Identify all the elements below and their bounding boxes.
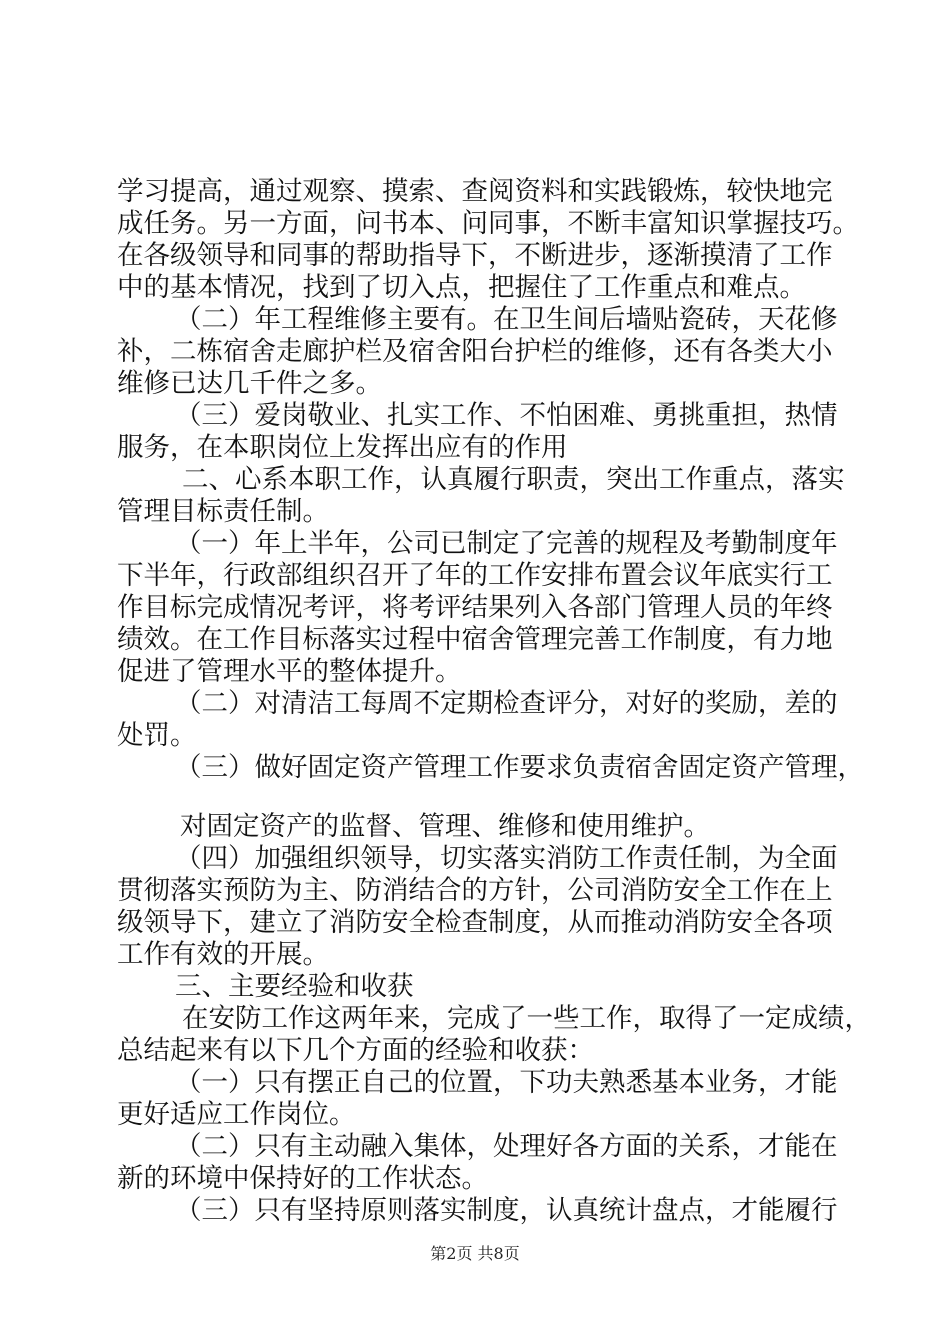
text-line: （二）只有主动融入集体，处理好各方面的关系，才能在 — [175, 1131, 838, 1162]
text-line: 促进了管理水平的整体提升。 — [117, 656, 462, 687]
text-line: （三）只有坚持原则落实制度，认真统计盘点，才能履行 — [175, 1195, 838, 1226]
text-line: 总结起来有以下几个方面的经验和收获： — [117, 1035, 594, 1066]
text-line: （二）年工程维修主要有。在卫生间后墙贴瓷砖，天花修 — [175, 304, 838, 335]
text-line: 级领导下，建立了消防安全检查制度，从而推动消防安全各项 — [117, 907, 833, 938]
text-line: 更好适应工作岗位。 — [117, 1099, 356, 1130]
section-heading: 三、主要经验和收获 — [175, 971, 414, 1002]
section-heading: 二、心系本职工作，认真履行职责，突出工作重点，落实 — [182, 464, 845, 495]
text-line: 作目标完成情况考评，将考评结果列入各部门管理人员的年终 — [117, 592, 833, 623]
text-line: 成任务。另一方面，问书本、问同事，不断丰富知识掌握技巧。 — [117, 208, 859, 239]
text-line: 对固定资产的监督、管理、维修和使用维护。 — [180, 811, 710, 842]
text-line: 贯彻落实预防为主、防消结合的方针，公司消防安全工作在上 — [117, 875, 833, 906]
text-line: （三）做好固定资产管理工作要求负责宿舍固定资产管理， — [175, 752, 864, 783]
text-line: 学习提高，通过观察、摸索、查阅资料和实践锻炼，较快地完 — [117, 176, 833, 207]
text-line: 处罚。 — [117, 720, 197, 751]
text-line: 补，二栋宿舍走廊护栏及宿舍阳台护栏的维修，还有各类大小 — [117, 336, 833, 367]
text-line: （三）爱岗敬业、扎实工作、不怕困难、勇挑重担，热情 — [175, 400, 838, 431]
text-line: 服务，在本职岗位上发挥出应有的作用 — [117, 432, 568, 463]
text-line: 中的基本情况，找到了切入点，把握住了工作重点和难点。 — [117, 272, 806, 303]
text-line: （一）只有摆正自己的位置，下功夫熟悉基本业务，才能 — [175, 1067, 838, 1098]
text-line: （一）年上半年，公司已制定了完善的规程及考勤制度年 — [175, 528, 838, 559]
text-line: （二）对清洁工每周不定期检查评分，对好的奖励，差的 — [175, 688, 838, 719]
text-line: 工作有效的开展。 — [117, 939, 329, 970]
text-line: 绩效。在工作目标落实过程中宿舍管理完善工作制度，有力地 — [117, 624, 833, 655]
text-line: 下半年，行政部组织召开了年的工作安排布置会议年底实行工 — [117, 560, 833, 591]
text-line: 在安防工作这两年来，完成了一些工作，取得了一定成绩， — [182, 1003, 871, 1034]
text-line: 新的环境中保持好的工作状态。 — [117, 1163, 488, 1194]
page-number-footer: 第2页 共8页 — [430, 1244, 520, 1263]
text-line: 管理目标责任制。 — [117, 496, 329, 527]
text-line: （四）加强组织领导，切实落实消防工作责任制，为全面 — [175, 843, 838, 874]
text-line: 在各级领导和同事的帮助指导下，不断进步，逐渐摸清了工作 — [117, 240, 833, 271]
text-line: 维修已达几千件之多。 — [117, 368, 382, 399]
